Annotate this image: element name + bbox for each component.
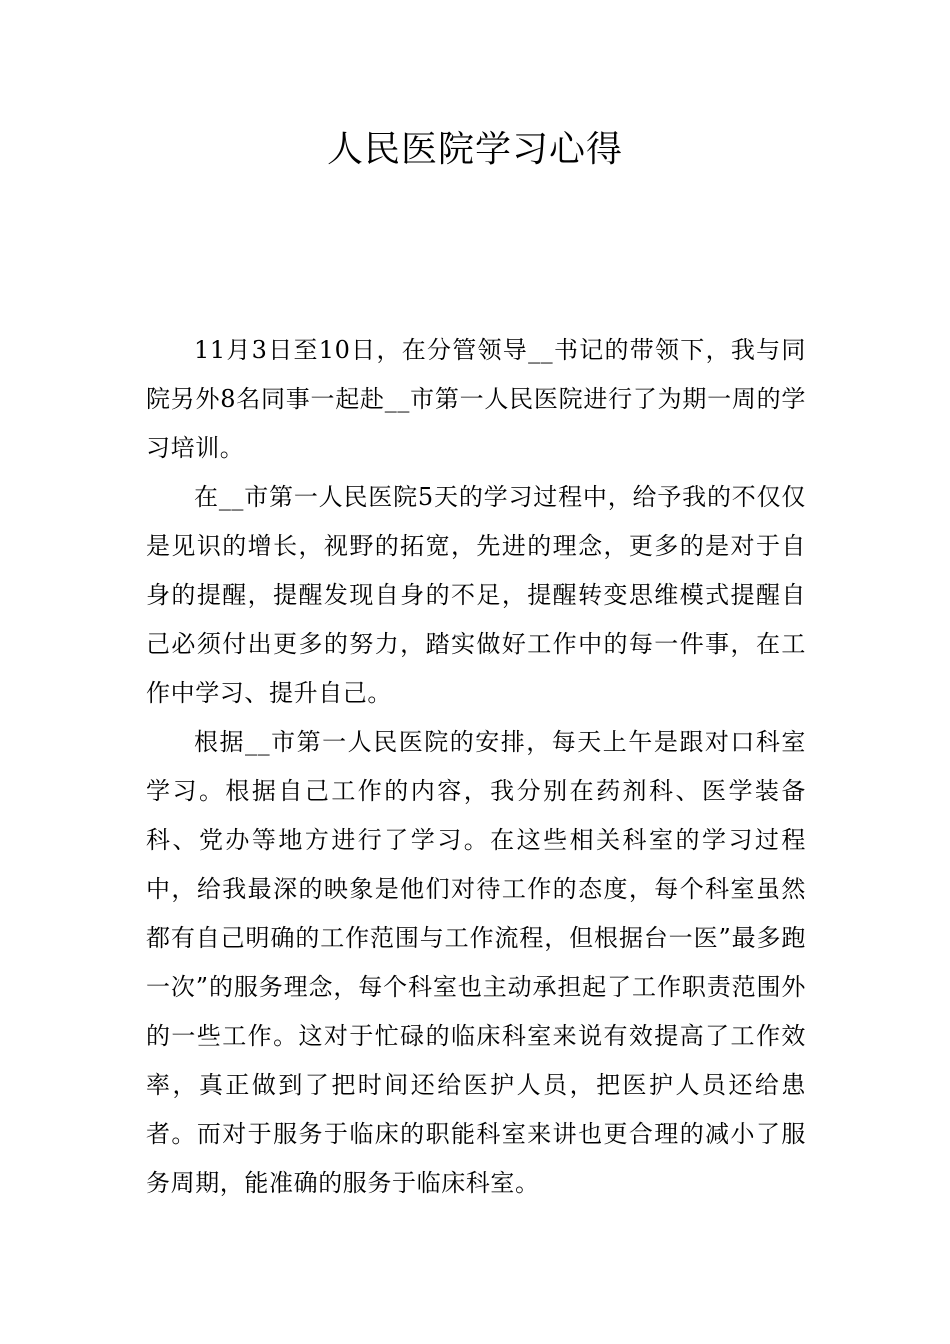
paragraph-2: 在__市第一人民医院5天的学习过程中，给予我的不仅仅是见识的增长，视野的拓宽，先进的理念，更多的是对于自身的提醒，提醒发现自身的不足，提醒转变思维模式提醒自己必须付出更多的努力，踏实做好工作中的每一件事，在工作中学习、提升自己。 bbox=[146, 483, 806, 707]
document-title: 人民医院学习心得 bbox=[326, 129, 623, 170]
paragraph-1: 11月3日至10日，在分管领导__书记的带领下，我与同院另外8名同事一起赴__市第一人民医院进行了为期一周的学习培训。 bbox=[146, 336, 806, 462]
document-body bbox=[146, 326, 806, 1208]
paragraph-3: 根据__市第一人民医院的安排，每天上午是跟对口科室学习。根据自己工作的内容，我分别在药剂科、医学装备科、党办等地方进行了学习。在这些相关科室的学习过程中，给我最深的映象是他们对待工作的态度，每个科室虽然都有自己明确的工作范围与工作流程，但根据台一医”最多跑一次”的服务理念，每个科室也主动承担起了工作职责范围外的一些工作。这对于忙碌的临床科室来说有效提高了工作效率，真正做到了把时间还给医护人员，把医护人员还给患者。而对于服务于临床的职能科室来讲也更合理的减小了服务周期，能准确的服务于临床科室。 bbox=[146, 728, 806, 1197]
